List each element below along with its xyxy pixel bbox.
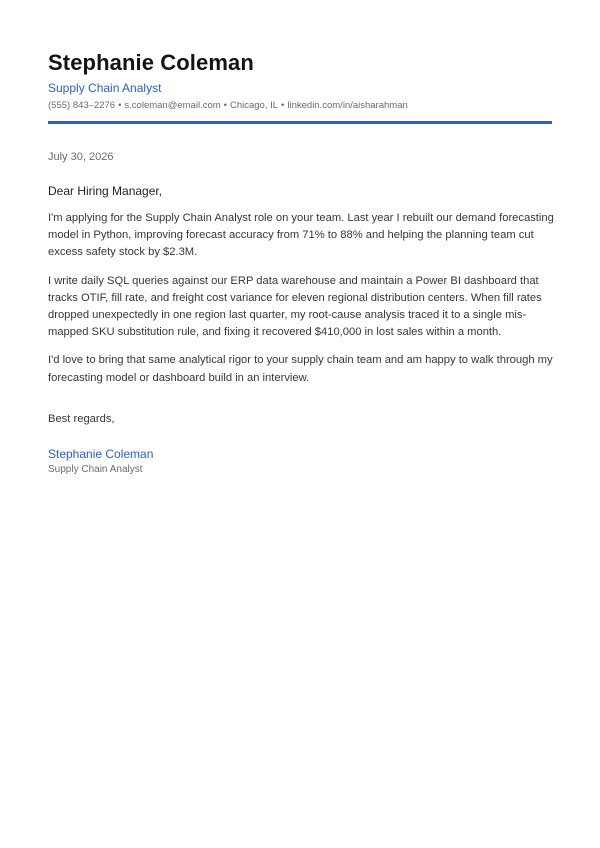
contact-separator: • [223,100,227,111]
contact-phone: (555) 843–2276 [48,100,116,111]
letter-header [48,0,552,124]
contact-location: Chicago, IL [229,100,279,111]
paragraph-line: mapped SKU substitution rule, and fixing it recovered $410,000 in lost sales within a month. [48,326,502,339]
paragraph-line: excess safety stock by $2.3M. [48,246,198,259]
header-divider [48,121,552,124]
contact-email: s.coleman@email.com [124,100,221,111]
paragraph-line: dropped unexpectedly in one region last quarter, my root-cause analysis traced it to a single mis- [48,309,527,322]
paragraph-line: I'm applying for the Supply Chain Analyst role on your team. Last year I rebuilt our demand forecasting [48,212,554,224]
paragraph-line: forecasting model or dashboard build in an interview. [48,371,310,384]
applicant-name: Stephanie Coleman [48,50,254,75]
paragraph-line: tracks OTIF, fill rate, and freight cost variance for eleven regional distribution centers. When fill rates [48,291,542,304]
contact-linkedin: linkedin.com/in/aisharahman [287,100,408,111]
cover-letter-page [48,0,552,477]
body-paragraph [48,352,553,386]
letter-date: July 30, 2026 [48,151,114,163]
signature-name: Stephanie Coleman [48,446,154,461]
applicant-role: Supply Chain Analyst [48,81,162,95]
paragraph-line: I'd love to bring that same analytical rigor to your supply chain team and am happy to walk through my [48,354,553,367]
letter-greeting: Dear Hiring Manager, [48,184,163,198]
letter-closing: Best regards, [48,412,115,425]
body-paragraph [48,210,554,262]
contact-line [48,99,552,113]
paragraph-line: I write daily SQL queries against our ERP data warehouse and maintain a Power BI dashboard that [48,274,539,287]
paragraph-line: model in Python, improving forecast accuracy from 71% to 88% and helping the planning team cut [48,229,534,242]
contact-separator: • [281,100,285,111]
signature-title: Supply Chain Analyst [48,463,143,475]
body-paragraph [48,273,548,342]
contact-separator: • [118,100,122,111]
